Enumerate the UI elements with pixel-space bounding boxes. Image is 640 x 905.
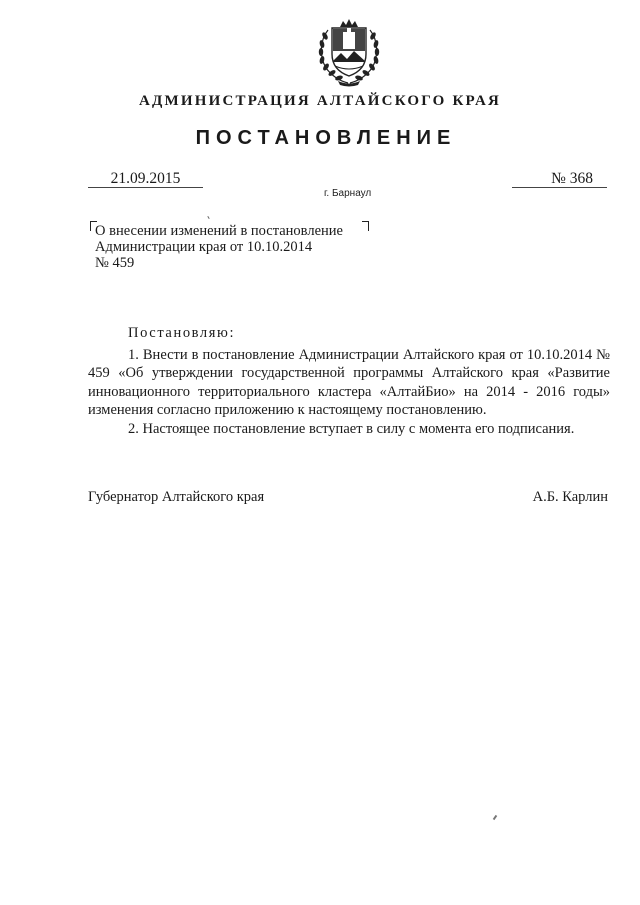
document-body (88, 346, 610, 438)
scan-speck (493, 815, 498, 820)
city-label: г. Барнаул (324, 188, 372, 199)
subject-line: Администрации края от 10.10.2014 (95, 239, 313, 255)
number-underline (512, 187, 607, 188)
scan-speck (207, 216, 209, 219)
subject-bracket-right (362, 221, 369, 231)
body-paragraph: 2. Настоящее постановление вступает в силу с момента его подписания. (128, 420, 575, 437)
coat-of-arms-icon (314, 14, 384, 88)
subject-line: № 459 (95, 255, 135, 271)
organization-title: АДМИНИСТРАЦИЯ АЛТАЙСКОГО КРАЯ (138, 93, 502, 109)
document-subject (95, 223, 343, 271)
date-underline (88, 187, 203, 188)
signatory-position: Губернатор Алтайского края (88, 489, 265, 505)
decree-word: Постановляю: (128, 325, 236, 341)
body-paragraph: 1. Внести в постановление Администрации Алтайского края от 10.10.2014 № 459 «Об утверждении государственной программы Алтайского края «Развитие инновационного территориального кластера «АлтайБио» на 2014 - 2016 годы» изменения согласно приложению к настоящему постановлению. (88, 347, 610, 419)
signatory-name: А.Б. Карлин (532, 489, 608, 505)
subject-line: О внесении изменений в постановление (95, 223, 343, 239)
document-number: № 368 (551, 170, 593, 187)
document-type-heading: ПОСТАНОВЛЕНИЕ (195, 127, 457, 149)
document-date: 21.09.2015 (110, 170, 181, 187)
